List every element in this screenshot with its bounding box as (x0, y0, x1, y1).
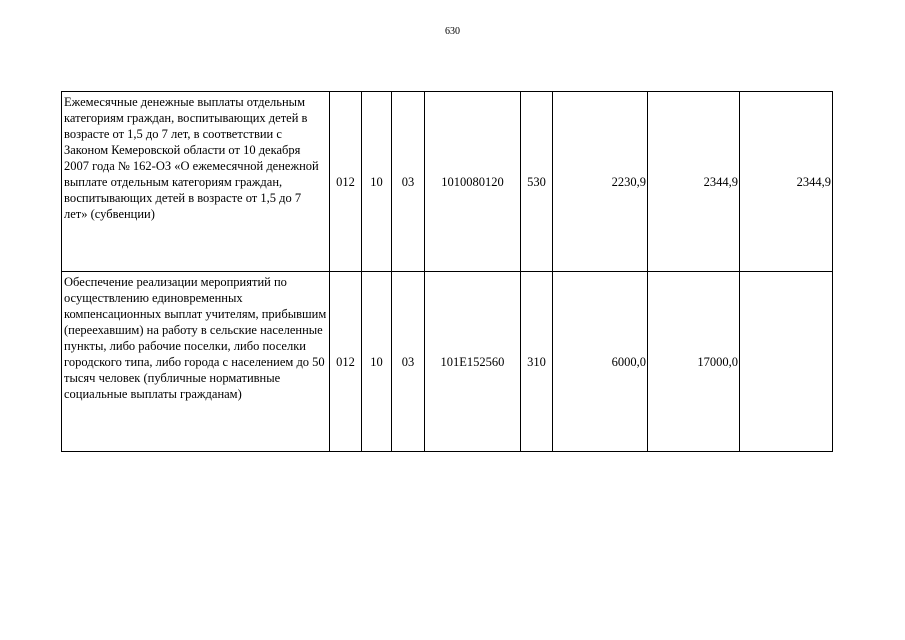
subsection-code: 03 (392, 92, 425, 272)
budget-table (61, 91, 833, 452)
amount-year-2: 17000,0 (648, 272, 740, 452)
target-article-code: 1010080120 (425, 92, 521, 272)
amount-year-3 (740, 272, 833, 452)
expense-type-code: 310 (521, 272, 553, 452)
table-row (62, 92, 833, 272)
expense-type-code: 530 (521, 92, 553, 272)
section-code: 10 (362, 272, 392, 452)
row-description: Ежемесячные денежные выплаты отдельным категориям граждан, воспитывающих детей в возрасте от 1,5 до 7 лет, в соответствии с Законом Кемеровской области от 10 декабря 2007 года № 162-ОЗ «О ежемесячной денежной выплате отдельным категориям граждан, воспитывающих детей в возрасте от 1,5 до 7 лет» (субвенции) (62, 92, 330, 272)
table-row (62, 272, 833, 452)
section-code: 10 (362, 92, 392, 272)
ministry-code: 012 (330, 92, 362, 272)
amount-year-2: 2344,9 (648, 92, 740, 272)
target-article-code: 101E152560 (425, 272, 521, 452)
subsection-code: 03 (392, 272, 425, 452)
ministry-code: 012 (330, 272, 362, 452)
page-number: 630 (445, 26, 460, 37)
amount-year-1: 6000,0 (553, 272, 648, 452)
amount-year-1: 2230,9 (553, 92, 648, 272)
amount-year-3: 2344,9 (740, 92, 833, 272)
row-description: Обеспечение реализации мероприятий по осуществлению единовременных компенсационных выплат учителям, прибывшим (переехавшим) на работу в сельские населенные пункты, либо рабочие поселки, либо поселки городского типа, либо города с населением до 50 тысяч человек (публичные нормативные социальные выплаты гражданам) (62, 272, 330, 452)
